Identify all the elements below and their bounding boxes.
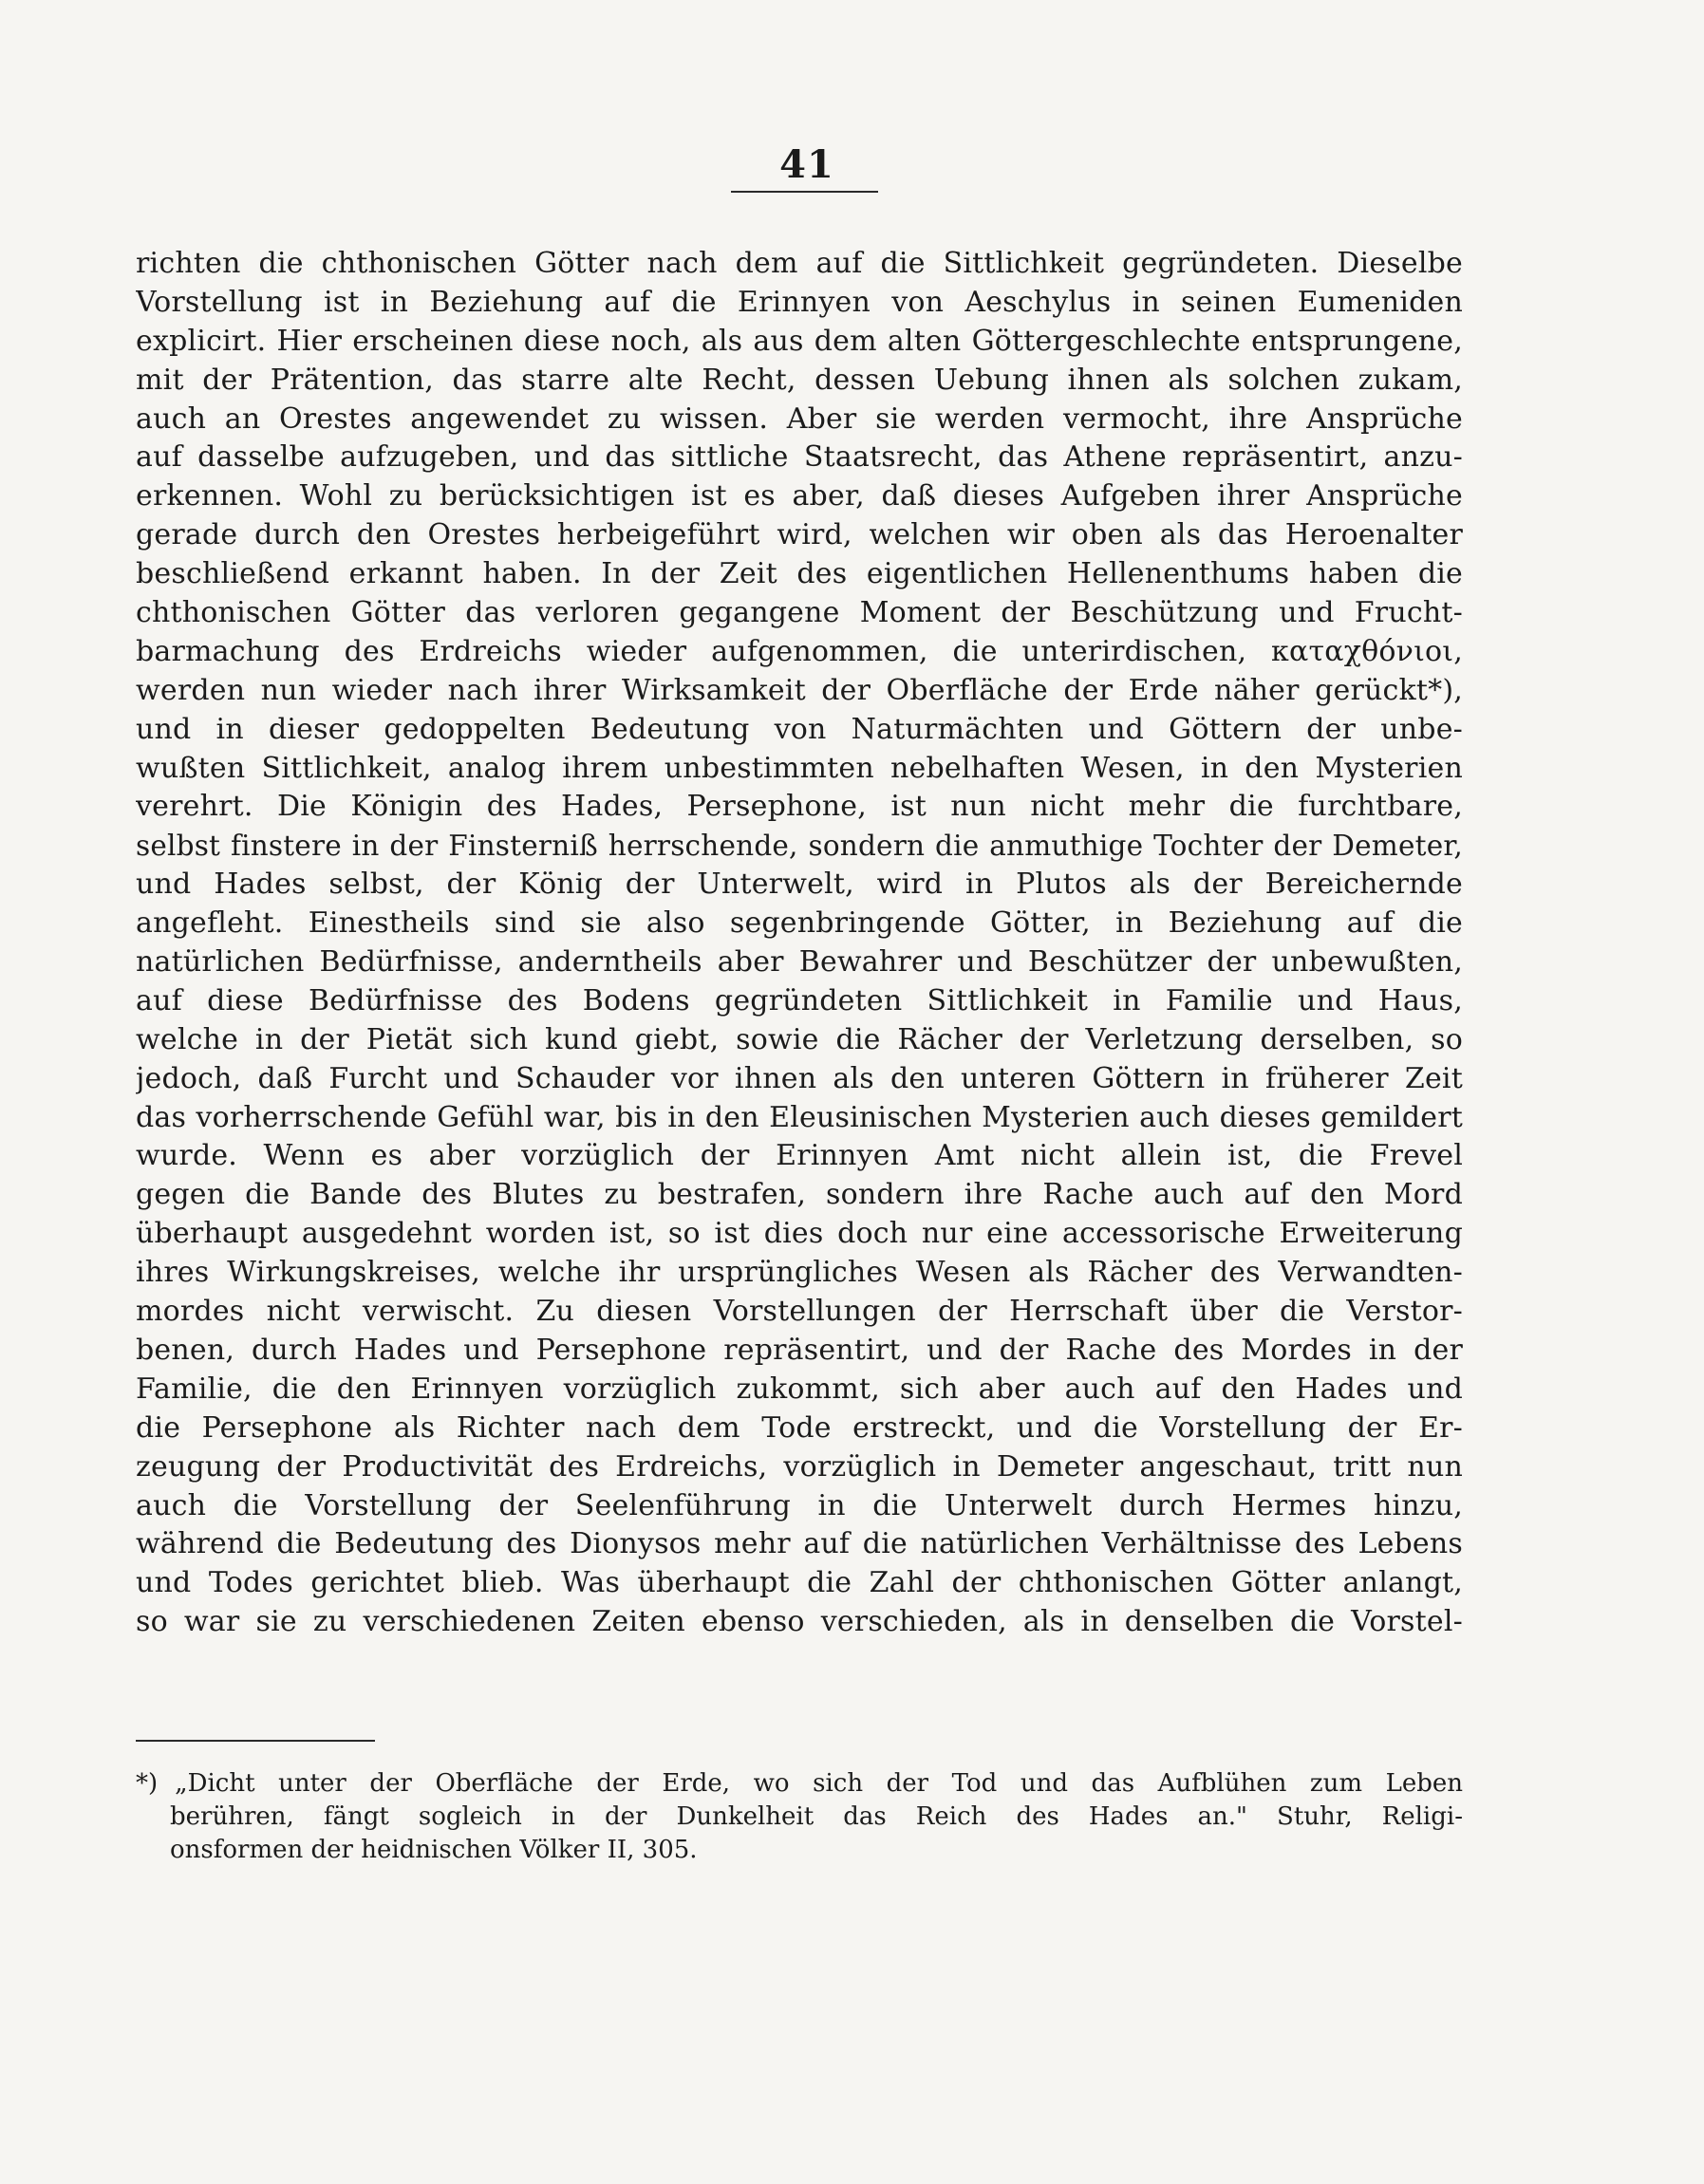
- text-line: chthonischen Götter das verloren gegangene Moment der Beschützung und Frucht-: [136, 596, 1463, 630]
- text-line: auf dasselbe aufzugeben, und das sittliche Staatsrecht, das Athene repräsentirt, anzu-: [136, 440, 1463, 475]
- text-line: wurde. Wenn es aber vorzüglich der Erinnyen Amt nicht allein ist, die Frevel: [136, 1139, 1463, 1173]
- text-line: mit der Prätention, das starre alte Recht, dessen Uebung ihnen als solchen zukam,: [136, 363, 1463, 397]
- text-line: und in dieser gedoppelten Bedeutung von Naturmächten und Göttern der unbe-: [136, 712, 1463, 746]
- text-line: ihres Wirkungskreises, welche ihr ursprüngliches Wesen als Rächer des Verwandten-: [136, 1256, 1463, 1290]
- text-line: beschließend erkannt haben. In der Zeit des eigentlichen Hellenenthums haben die: [136, 557, 1463, 591]
- text-line: welche in der Pietät sich kund giebt, sowie die Rächer der Verletzung derselben, so: [136, 1022, 1463, 1056]
- text-line: während die Bedeutung des Dionysos mehr auf die natürlichen Verhältnisse des Lebens: [136, 1527, 1463, 1561]
- footnote-line: onsformen der heidnischen Völker II, 305.: [170, 1836, 698, 1864]
- footnote-line: [136, 1767, 1463, 1801]
- text-line: werden nun wieder nach ihrer Wirksamkeit der Oberfläche der Erde näher gerückt*),: [136, 673, 1463, 707]
- text-line: gegen die Bande des Blutes zu bestrafen, sondern ihre Rache auch auf den Mord: [136, 1178, 1463, 1212]
- footnote-line: berühren, fängt sogleich in der Dunkelheit das Reich des Hades an." Stuhr, Religi-: [170, 1802, 1463, 1831]
- text-line: die Persephone als Richter nach dem Tode erstreckt, und die Vorstellung der Er-: [136, 1410, 1463, 1445]
- footnote-text: „Dicht unter der Oberfläche der Erde, wo sich der Tod und das Aufblühen zum Leben: [175, 1769, 1463, 1798]
- text-line: benen, durch Hades und Persephone repräsentirt, und der Rache des Mordes in der: [136, 1333, 1463, 1367]
- footnote: [136, 1767, 1463, 1867]
- text-line: jedoch, daß Furcht und Schauder vor ihnen als den unteren Göttern in früherer Zeit: [136, 1061, 1463, 1095]
- text-line: natürlichen Bedürfnisse, anderntheils aber Bewahrer und Beschützer der unbewußten,: [136, 945, 1463, 980]
- text-line: selbst finstere in der Finsterniß herrschende, sondern die anmuthige Tochter der Demeter,: [136, 830, 1463, 863]
- page-number-rule: [731, 191, 878, 193]
- text-line: Familie, die den Erinnyen vorzüglich zukommt, sich aber auch auf den Hades und: [136, 1372, 1463, 1406]
- footnote-marker: *): [136, 1769, 159, 1798]
- text-line: angefleht. Einestheils sind sie also segenbringende Götter, in Beziehung auf die: [136, 906, 1463, 941]
- text-line: gerade durch den Orestes herbeigeführt wird, welchen wir oben als das Heroenalter: [136, 518, 1463, 552]
- text-line: das vorherrschende Gefühl war, bis in den Eleusinischen Mysterien auch dieses gemildert: [136, 1100, 1463, 1134]
- text-line: verehrt. Die Königin des Hades, Persephone, ist nun nicht mehr die furchtbare,: [136, 790, 1463, 824]
- text-line: explicirt. Hier erscheinen diese noch, als aus dem alten Göttergeschlechte entsprungene,: [136, 324, 1463, 358]
- text-line: und Hades selbst, der König der Unterwelt, wird in Plutos als der Bereichernde: [136, 868, 1463, 902]
- footnote-rule: [136, 1740, 375, 1742]
- text-line: überhaupt ausgedehnt worden ist, so ist dies doch nur eine accessorische Erweiterung: [136, 1217, 1463, 1251]
- text-line: richten die chthonischen Götter nach dem auf die Sittlichkeit gegründeten. Dieselbe: [136, 247, 1463, 280]
- text-line: und Todes gerichtet blieb. Was überhaupt die Zahl der chthonischen Götter anlangt,: [136, 1566, 1463, 1600]
- text-line: auf diese Bedürfnisse des Bodens gegründeten Sittlichkeit in Familie und Haus,: [136, 983, 1463, 1017]
- text-line: mordes nicht verwischt. Zu diesen Vorstellungen der Herrschaft über die Verstor-: [136, 1295, 1463, 1329]
- text-line: barmachung des Erdreichs wieder aufgenommen, die unterirdischen, καταχθόνιοι,: [136, 634, 1463, 668]
- text-line: erkennen. Wohl zu berücksichtigen ist es aber, daß dieses Aufgeben ihrer Ansprüche: [136, 479, 1463, 513]
- text-line: Vorstellung ist in Beziehung auf die Erinnyen von Aeschylus in seinen Eumeniden: [136, 285, 1463, 319]
- text-line: wußten Sittlichkeit, analog ihrem unbestimmten nebelhaften Wesen, in den Mysterien: [136, 751, 1463, 785]
- page-number: 41: [779, 142, 834, 187]
- text-line: so war sie zu verschiedenen Zeiten ebenso verschieden, als in denselben die Vorstel-: [136, 1605, 1463, 1639]
- text-line: zeugung der Productivität des Erdreichs, vorzüglich in Demeter angeschaut, tritt nun: [136, 1449, 1463, 1484]
- text-line: auch die Vorstellung der Seelenführung in die Unterwelt durch Hermes hinzu,: [136, 1488, 1463, 1522]
- body-text: [136, 245, 1463, 1642]
- text-line: auch an Orestes angewendet zu wissen. Aber sie werden vermocht, ihre Ansprüche: [136, 401, 1463, 436]
